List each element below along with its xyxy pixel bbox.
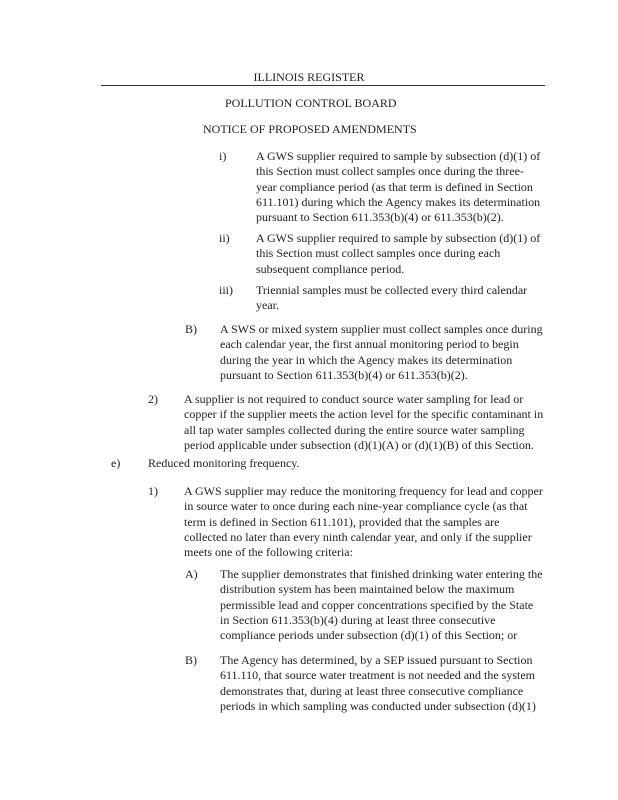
text-line: subsequent compliance period.: [256, 261, 405, 276]
paragraph-label: 2): [148, 392, 158, 406]
text-line: A SWS or mixed system supplier must collect samples once during: [220, 322, 543, 336]
paragraph-label: i): [219, 149, 227, 163]
paragraph-label: e): [111, 456, 121, 470]
text-line: meets one of the following criteria:: [184, 545, 353, 560]
text-line: 611.101) during which the Agency makes its determination: [256, 194, 541, 209]
board-title: POLLUTION CONTROL BOARD: [225, 96, 397, 110]
text-line: Reduced monitoring frequency.: [148, 456, 300, 470]
paragraph-text: [184, 392, 543, 453]
header-rule: [101, 85, 545, 86]
paragraph-label: A): [185, 567, 198, 581]
text-line: term is defined in Section 611.101), provided that the samples are: [184, 514, 500, 529]
text-line: in source water to once during each nine-year compliance cycle (as that: [184, 499, 528, 514]
paragraph-text: [256, 283, 527, 314]
text-line: The Agency has determined, by a SEP issued pursuant to Section: [220, 653, 533, 667]
paragraph-label: B): [185, 322, 197, 336]
text-line: this Section must collect samples once during each: [256, 246, 501, 261]
paragraph-text: [148, 456, 300, 471]
text-line: A supplier is not required to conduct source water sampling for lead or: [184, 392, 524, 406]
paragraph-text: [220, 567, 543, 643]
text-line: A GWS supplier required to sample by subsection (d)(1) of: [256, 149, 541, 163]
text-line: period applicable under subsection (d)(1)(A) or (d)(1)(B) of this Section.: [184, 437, 534, 452]
paragraph-label: iii): [219, 283, 233, 297]
text-line: pursuant to Section 611.353(b)(4) or 611.353(b)(2).: [256, 210, 504, 225]
text-line: copper if the supplier meets the action level for the specific contaminant in: [184, 407, 544, 422]
text-line: in Section 611.353(b)(4) during at least three consecutive: [220, 612, 496, 627]
register-title: ILLINOIS REGISTER: [253, 70, 365, 84]
paragraph-text: [220, 653, 536, 714]
paragraph-label: ii): [219, 231, 230, 245]
text-line: permissible lead and copper concentrations specified by the State: [220, 597, 534, 612]
text-line: A GWS supplier required to sample by subsection (d)(1) of: [256, 231, 541, 245]
paragraph-text: [220, 322, 543, 383]
text-line: collected no later than every ninth calendar year, and only if the supplier: [184, 529, 532, 544]
text-line: year compliance period (as that term is defined in Section: [256, 179, 533, 194]
text-line: 611.110, that source water treatment is not needed and the system: [220, 668, 536, 683]
text-line: Triennial samples must be collected every third calendar: [256, 283, 528, 297]
text-line: compliance periods under subsection (d)(1) of this Section; or: [220, 628, 518, 643]
paragraph-text: [256, 231, 540, 277]
text-line: distribution system has been maintained below the maximum: [220, 582, 515, 597]
text-line: pursuant to Section 611.353(b)(4) or 611.353(b)(2).: [220, 367, 468, 382]
paragraph-label: B): [185, 653, 197, 667]
text-line: all tap water samples collected during the entire source water sampling: [184, 422, 525, 437]
text-line: each calendar year, the first annual monitoring period to begin: [220, 337, 519, 352]
text-line: this Section must collect samples once during the three-: [256, 164, 524, 179]
text-line: demonstrates that, during at least three consecutive compliance: [220, 683, 524, 698]
text-line: The supplier demonstrates that finished drinking water entering the: [220, 567, 543, 581]
text-line: A GWS supplier may reduce the monitoring frequency for lead and copper: [184, 484, 543, 498]
text-line: periods in which sampling was conducted under subsection (d)(1): [220, 698, 536, 713]
paragraph-label: 1): [148, 484, 158, 498]
notice-title: NOTICE OF PROPOSED AMENDMENTS: [203, 122, 417, 136]
paragraph-text: [256, 149, 540, 225]
text-line: year.: [256, 298, 279, 313]
text-line: during the year in which the Agency makes its determination: [220, 352, 513, 367]
paragraph-text: [184, 484, 543, 560]
